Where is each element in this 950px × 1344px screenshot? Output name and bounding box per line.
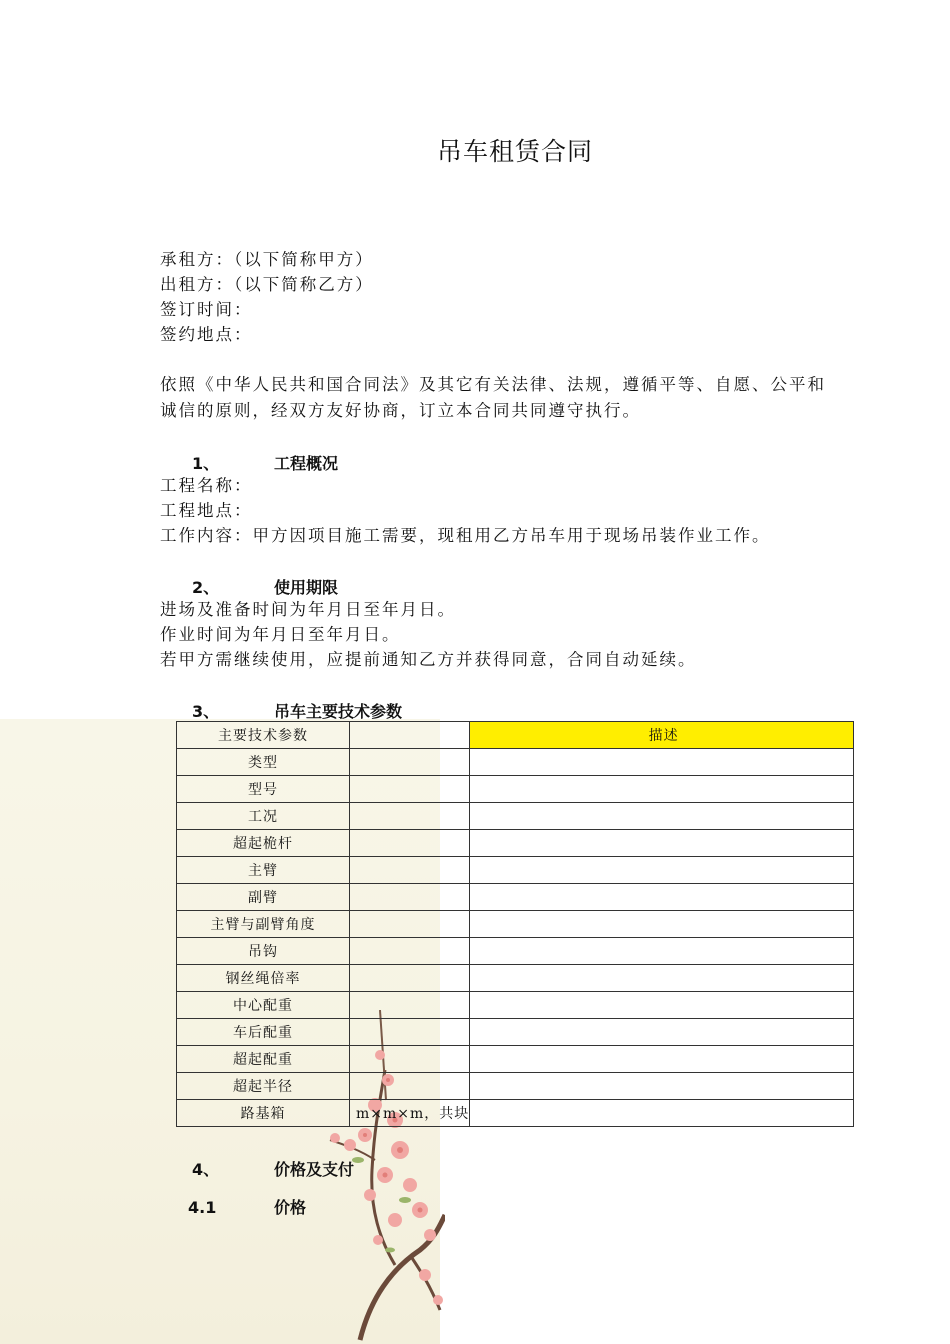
param-desc-cell [470, 1019, 854, 1046]
param-desc-cell [470, 1073, 854, 1100]
param-desc-cell [470, 965, 854, 992]
param-mid-cell [350, 911, 470, 938]
table-row [177, 1073, 854, 1100]
param-mid-cell [350, 1046, 470, 1073]
table-row [177, 803, 854, 830]
param-name-cell: 路基箱 [177, 1100, 350, 1127]
section-2-number: 2、 [192, 578, 220, 597]
param-mid-cell [350, 803, 470, 830]
project-name-line: 工程名称： [160, 476, 253, 495]
param-name-cell: 主臂与副臂角度 [177, 911, 350, 938]
section-1-number: 1、 [192, 454, 220, 473]
param-mid-cell: m×m×m，共块 [350, 1100, 470, 1127]
param-desc-cell [470, 830, 854, 857]
param-name-cell: 中心配重 [177, 992, 350, 1019]
sign-time-line: 签订时间： [160, 300, 253, 319]
table-row [177, 992, 854, 1019]
param-desc-cell [470, 992, 854, 1019]
section-4-number: 4、 [192, 1160, 220, 1179]
section-1-title: 工程概况 [274, 454, 339, 473]
table-row [177, 749, 854, 776]
section-3-number: 3、 [192, 702, 220, 721]
table-row [177, 1019, 854, 1046]
param-mid-cell [350, 1073, 470, 1100]
intro-line-2: 诚信的原则，经双方友好协商，订立本合同共同遵守执行。 [160, 401, 641, 420]
project-place-line: 工程地点： [160, 501, 253, 520]
param-desc-cell [470, 776, 854, 803]
table-header-row [177, 722, 854, 749]
section-4-1-title: 价格 [274, 1198, 307, 1217]
prep-time-line: 进场及准备时间为年月日至年月日。 [160, 600, 456, 619]
param-desc-cell [470, 857, 854, 884]
param-name-cell: 超起配重 [177, 1046, 350, 1073]
param-name-cell: 车后配重 [177, 1019, 350, 1046]
param-name-cell: 吊钩 [177, 938, 350, 965]
param-mid-cell [350, 749, 470, 776]
param-mid-cell [350, 938, 470, 965]
section-4-1-number: 4.1 [188, 1198, 217, 1217]
section-2-heading [192, 575, 338, 598]
param-mid-cell [350, 1019, 470, 1046]
header-mid-cell [350, 722, 470, 749]
param-name-cell: 钢丝绳倍率 [177, 965, 350, 992]
header-desc-cell: 描述 [470, 722, 854, 749]
param-desc-cell [470, 1100, 854, 1127]
param-name-cell: 工况 [177, 803, 350, 830]
table-row [177, 884, 854, 911]
section-4-heading [192, 1157, 354, 1180]
param-name-cell: 类型 [177, 749, 350, 776]
param-desc-cell [470, 938, 854, 965]
lessor-line: 出租方：（以下简称乙方） [160, 275, 374, 294]
param-desc-cell [470, 803, 854, 830]
param-desc-cell [470, 749, 854, 776]
intro-line-1: 依照《中华人民共和国合同法》及其它有关法律、法规，遵循平等、自愿、公平和 [160, 375, 826, 394]
table-row [177, 857, 854, 884]
table-row [177, 776, 854, 803]
table-row [177, 911, 854, 938]
param-name-cell: 型号 [177, 776, 350, 803]
section-3-heading [192, 699, 402, 722]
param-name-cell: 主臂 [177, 857, 350, 884]
table-row [177, 1100, 854, 1127]
param-name-cell: 超起桅杆 [177, 830, 350, 857]
work-time-line: 作业时间为年月日至年月日。 [160, 625, 401, 644]
extension-line: 若甲方需继续使用，应提前通知乙方并获得同意，合同自动延续。 [160, 650, 697, 669]
param-mid-cell [350, 830, 470, 857]
header-param-cell: 主要技术参数 [177, 722, 350, 749]
section-3-title: 吊车主要技术参数 [274, 702, 403, 721]
document-title: 吊车租赁合同 [436, 137, 593, 166]
param-name-cell: 副臂 [177, 884, 350, 911]
table-row [177, 1046, 854, 1073]
param-desc-cell [470, 1046, 854, 1073]
param-desc-cell [470, 911, 854, 938]
section-2-title: 使用期限 [274, 578, 339, 597]
param-desc-cell [470, 884, 854, 911]
section-4-title: 价格及支付 [274, 1160, 355, 1179]
work-content-line: 工作内容：甲方因项目施工需要，现租用乙方吊车用于现场吊装作业工作。 [160, 526, 771, 545]
lessee-line: 承租方：（以下简称甲方） [160, 250, 374, 269]
param-mid-cell [350, 884, 470, 911]
section-1-heading [192, 451, 338, 474]
param-mid-cell [350, 965, 470, 992]
sign-place-line: 签约地点： [160, 325, 253, 344]
param-mid-cell [350, 857, 470, 884]
param-mid-cell [350, 776, 470, 803]
param-name-cell: 超起半径 [177, 1073, 350, 1100]
section-4-1-heading [188, 1195, 306, 1218]
crane-parameters-table [176, 721, 854, 1127]
table-row [177, 938, 854, 965]
param-mid-cell [350, 992, 470, 1019]
table-row [177, 830, 854, 857]
table-row [177, 965, 854, 992]
